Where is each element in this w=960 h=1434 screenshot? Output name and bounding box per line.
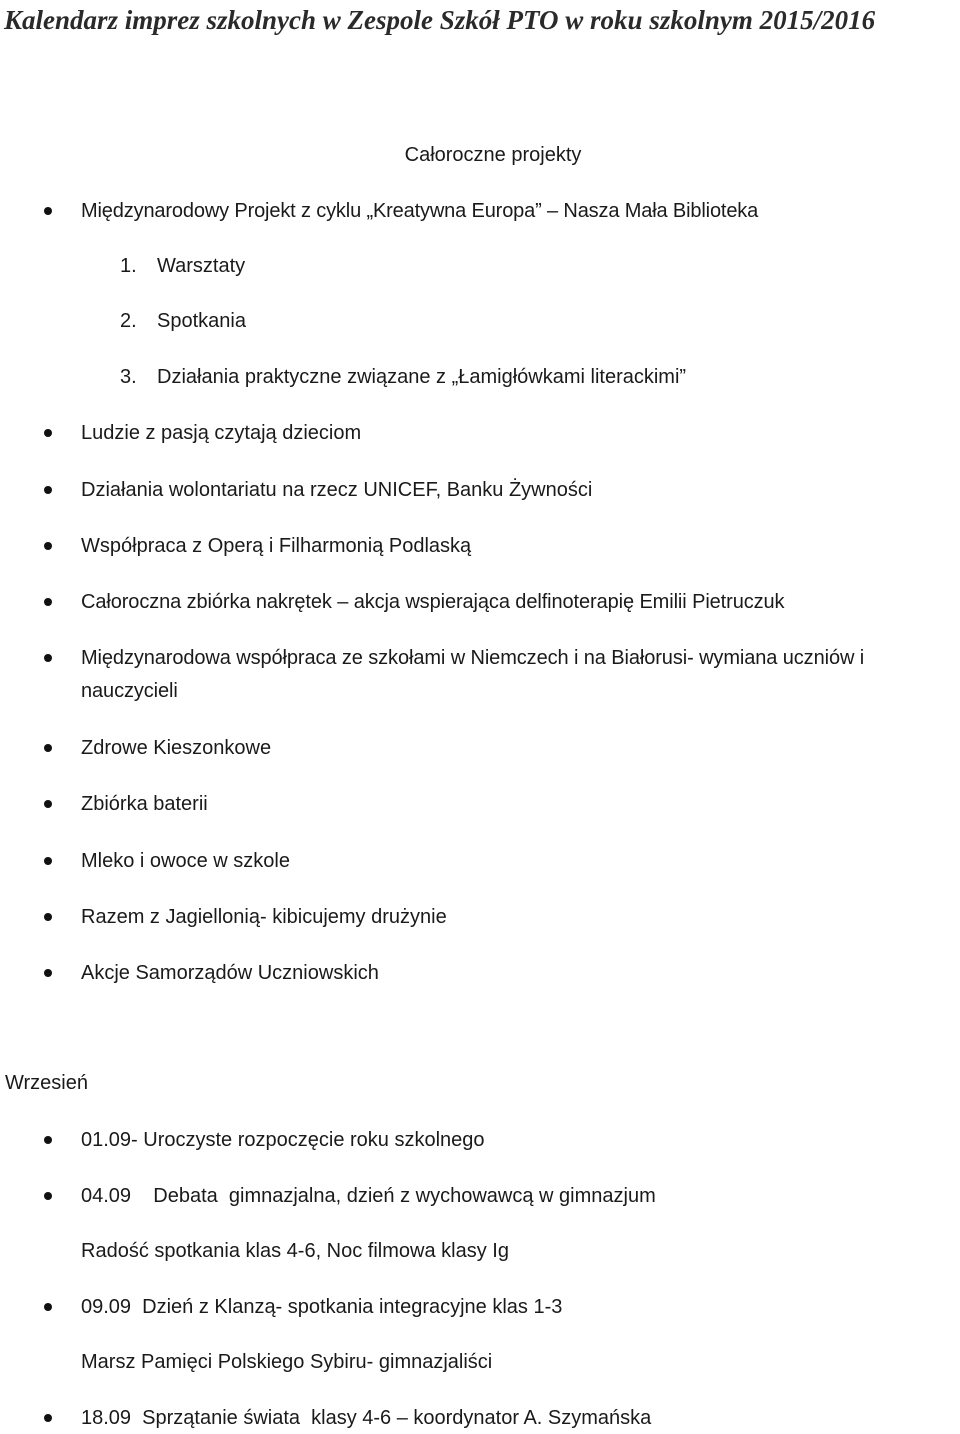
list-item: Współpraca z Operą i Filharmonią Podlaską <box>81 535 472 557</box>
list-item-continuation: Radość spotkania klas 4-6, Noc filmowa klasy Ig <box>81 1240 509 1262</box>
bullet-icon <box>44 1303 52 1311</box>
list-item: 18.09 Sprzątanie świata klasy 4-6 – koordynator A. Szymańska <box>81 1407 652 1429</box>
sub-item-number: 1. <box>120 255 137 277</box>
sub-item-text: Spotkania <box>157 310 246 332</box>
list-item: Ludzie z pasją czytają dzieciom <box>81 422 362 444</box>
bullet-icon <box>44 857 52 865</box>
list-item: Akcje Samorządów Uczniowskich <box>81 962 379 984</box>
list-item: Razem z Jagiellonią- kibicujemy drużynie <box>81 906 447 928</box>
list-item: Całoroczna zbiórka nakrętek – akcja wspierająca delfinoterapię Emilii Pietruczuk <box>81 591 785 613</box>
bullet-icon <box>44 1414 52 1422</box>
section-heading-september: Wrzesień <box>5 1072 88 1094</box>
sub-item-number: 2. <box>120 310 137 332</box>
list-item: Zdrowe Kieszonkowe <box>81 737 272 759</box>
list-item: Zbiórka baterii <box>81 793 208 815</box>
bullet-icon <box>44 1136 52 1144</box>
bullet-icon <box>44 429 52 437</box>
list-item: Działania wolontariatu na rzecz UNICEF, Banku Żywności <box>81 479 593 501</box>
section-heading-projects: Całoroczne projekty <box>404 144 582 166</box>
list-item: Międzynarodowy Projekt z cyklu „Kreatywna Europa” – Nasza Mała Biblioteka <box>81 200 759 222</box>
bullet-icon <box>44 207 52 215</box>
sub-item-number: 3. <box>120 366 137 388</box>
list-item: 09.09 Dzień z Klanzą- spotkania integracyjne klas 1-3 <box>81 1296 563 1318</box>
bullet-icon <box>44 913 52 921</box>
list-item: 01.09- Uroczyste rozpoczęcie roku szkolnego <box>81 1129 485 1151</box>
list-item: Mleko i owoce w szkole <box>81 850 290 872</box>
sub-item-text: Warsztaty <box>157 255 246 277</box>
bullet-icon <box>44 969 52 977</box>
list-item: 04.09 Debata gimnazjalna, dzień z wychowawcą w gimnazjum <box>81 1185 656 1207</box>
document-title: Kalendarz imprez szkolnych w Zespole Szkół PTO w roku szkolnym 2015/2016 <box>4 5 876 35</box>
bullet-icon <box>44 654 52 662</box>
sub-item-text: Działania praktyczne związane z „Łamigłówkami literackimi” <box>157 366 687 388</box>
bullet-icon <box>44 800 52 808</box>
bullet-icon <box>44 486 52 494</box>
bullet-icon <box>44 598 52 606</box>
list-item: Międzynarodowa współpraca ze szkołami w Niemczech i na Białorusi- wymiana uczniów i nauczycieli <box>81 647 865 702</box>
list-item-continuation: Marsz Pamięci Polskiego Sybiru- gimnazjaliści <box>81 1351 493 1373</box>
bullet-icon <box>44 542 52 550</box>
bullet-icon <box>44 1192 52 1200</box>
bullet-icon <box>44 744 52 752</box>
